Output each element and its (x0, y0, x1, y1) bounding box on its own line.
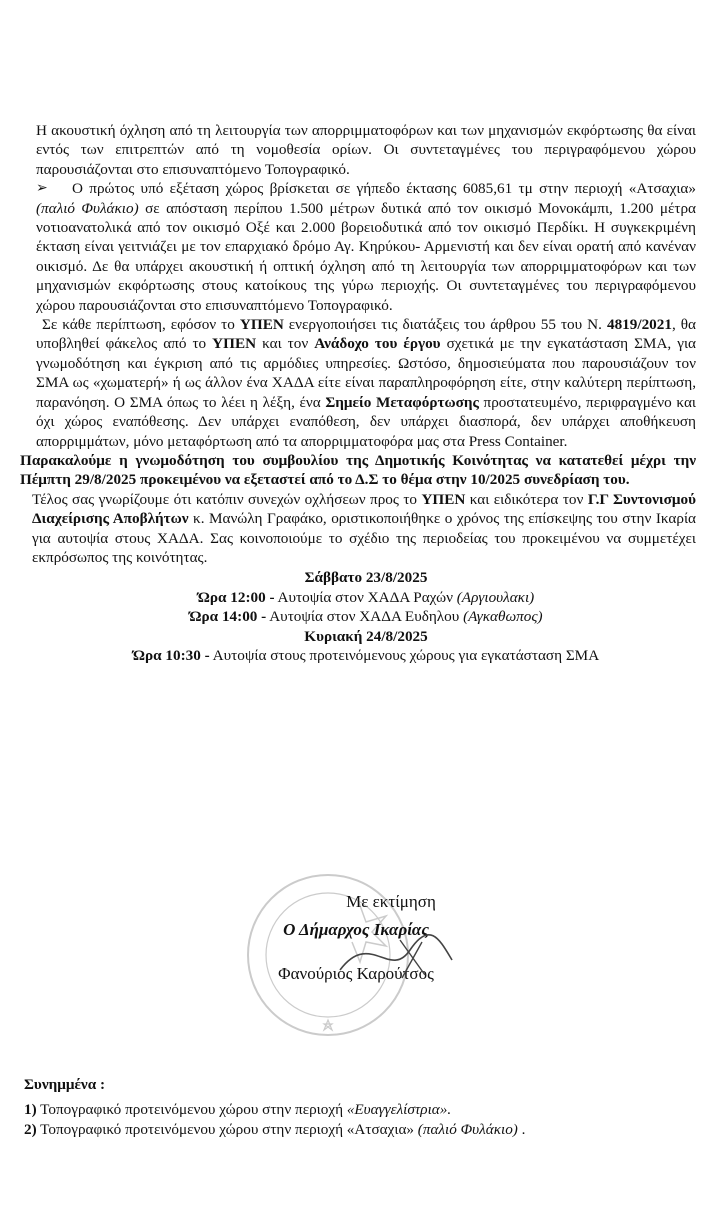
visit-schedule (36, 568, 696, 665)
signer-name: Φανούριος Καρούτσος (278, 964, 434, 983)
attachment-item-2: 2) Τοπογραφικό προτεινόμενου χώρου στην περιοχή «Ατσαχια» (παλιό Φυλάκιο) . (24, 1121, 526, 1138)
paragraph-ypen: Σε κάθε περίπτωση, εφόσον το ΥΠΕΝ ενεργοποιήσει τις διατάξεις του άρθρου 55 του Ν. 4819/2021, θα υποβληθεί φάκελος από το ΥΠΕΝ και τον Ανάδοχο του έργου σχετικά με την εγκατάσταση ΣΜΑ, για γνωμοδότηση και έγκριση από τις αρμόδιες υπηρεσίες. Ωστόσο, δημοσιεύματα που παρουσιάζουν τον ΣΜΑ ως «χωματερή» ή ως άλλον ένα ΧΑΔΑ είτε είναι παραπληροφόρηση είτε, στην καλύτερη περίπτωση, παρανόηση. Ο ΣΜΑ όπως το λέει η λέξη, ένα Σημείο Μεταφόρτωσης προστατευμένο, περιφραγμένο και όχι χώρος εναπόθεσης. Δεν υπάρχει εναπόθεση, δεν υπάρχει διασπορά, δεν υπάρχει αποθήκευση απορριμμάτων, μόνο μεταφόρτωση από τα απορριμματοφόρα μας στα Press Container. (36, 316, 696, 450)
schedule-day-1: Σάββατο 23/8/2025 (304, 569, 428, 587)
handwritten-signature-icon (330, 920, 460, 990)
paragraph-visit: Τέλος σας γνωρίζουμε ότι κατόπιν συνεχών οχλήσεων προς το ΥΠΕΝ και ειδικότερα τον Γ.Γ Συντονισμού Διαχείρισης Αποβλήτων κ. Μανώλη Γραφάκο, οριστικοποιήθηκε ο χρόνος της επίσκεψης του στην Ικαρία για αυτοψία στους ΧΑΔΑ. Σας κοινοποιούμε το σχέδιο της περιοδείας του προκειμένου να συμμετέχει εκπρόσωπος της κοινότητας. (32, 490, 696, 566)
schedule-item-1: Ώρα 12:00 - Αυτοψία στον ΧΑΔΑ Ραχών (Αργιουλακι) (197, 588, 535, 606)
attachments-header: Συνημμένα : (24, 1076, 106, 1093)
schedule-item-3: Ώρα 10:30 - Αυτοψία στους προτεινόμενους χώρους για εγκατάσταση ΣΜΑ (132, 646, 600, 664)
schedule-item-2: Ώρα 14:00 - Αυτοψία στον ΧΑΔΑ Ευδηλου (Αγκαθωπος) (189, 608, 543, 626)
attachment-item-1: 1) Τοπογραφικό προτεινόμενου χώρου στην περιοχή «Ευαγγελίστρια». (24, 1101, 452, 1118)
closing-text: Με εκτίμηση (346, 892, 436, 911)
paragraph-noise: Η ακουστική όχληση από τη λειτουργία των απορριμματοφόρων και των μηχανισμών εκφόρτωσης θα είναι εντός των επιτρεπτών από τη νομοθεσία ορίων. Οι συντεταγμένες του περιγραφόμενου χώρου παρουσιάζονται στο επισυναπτόμενο Τοπογραφικό. (36, 122, 696, 178)
paragraph-request: Παρακαλούμε η γνωμοδότηση του συμβουλίου της Δημοτικής Κοινότητας να κατατεθεί μέχρι την Πέμπτη 29/8/2025 προκειμένου να εξεταστεί από το Δ.Σ το θέμα στην 10/2025 συνεδρίαση του. (20, 451, 696, 489)
attachments-section (24, 1075, 704, 1140)
letter-body (20, 121, 696, 665)
bullet-paragraph-site1 (36, 179, 696, 315)
arrow-bullet-icon: ➢ (36, 180, 48, 197)
schedule-day-2: Κυριακή 24/8/2025 (304, 627, 428, 645)
paragraph-site1: Ο πρώτος υπό εξέταση χώρος βρίσκεται σε γήπεδο έκτασης 6085,61 τμ στην περιοχή «Ατσαχια» (παλιό Φυλάκιο) σε απόσταση περίπου 1.500 μέτρων δυτικά από τον οικισμό Μονοκάμπι, 1.200 μέτρα νοτιοανατολικά από τον οικισμό Οξέ και 2.000 βορειοδυτικά από τον οικισμό Περδίκι. Η συγκεκριμένη έκταση είναι γειτνιάζει με τον επαρχιακό δρόμο Αγ. Κηρύκου- Αρμενιστή και δεν είναι ορατή από κανέναν οικισμό. Δε θα υπάρχει ακουστική ή οπτική όχληση από τη λειτουργία των απορριμματοφόρων και των μηχανισμών εκφόρτωσης στους κατοίκους της γύρω περιοχής. Οι συντεταγμένες του περιγραφόμενου χώρου παρουσιάζονται στο επισυναπτόμενο Τοπογραφικό. (36, 180, 696, 314)
signer-title: Ο Δήμαρχος Ικαρίας (283, 920, 429, 939)
